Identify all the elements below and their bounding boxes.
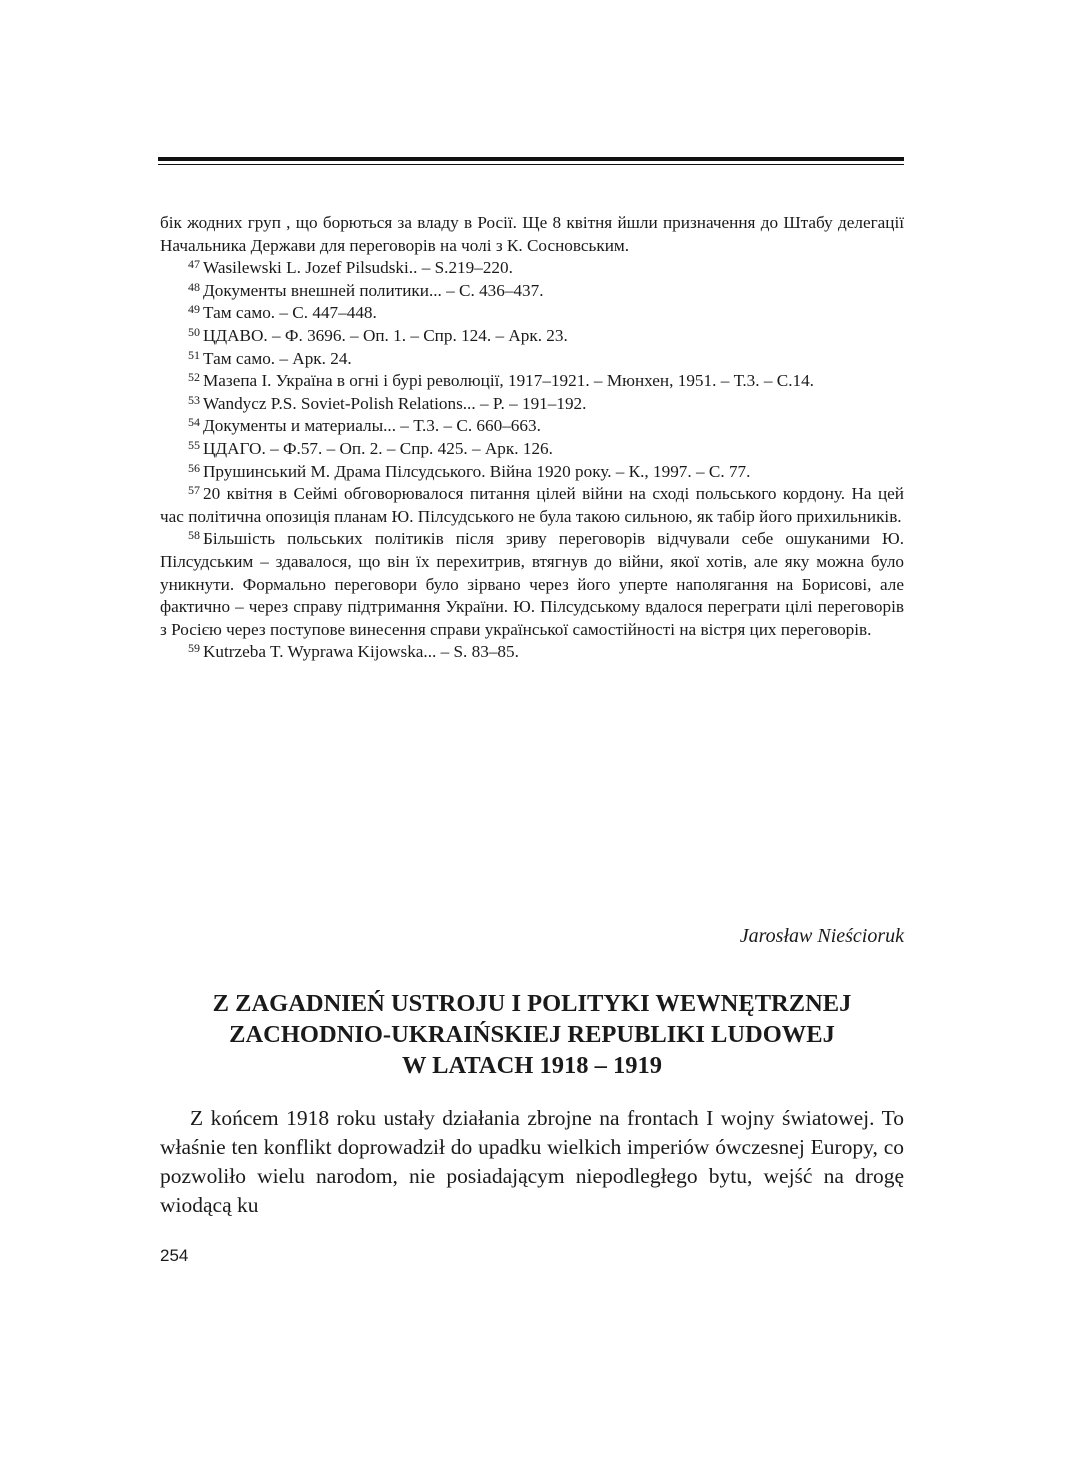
footnote-text: Kutrzeba T. Wyprawa Kijowska... – S. 83–85. xyxy=(203,642,519,662)
footnotes xyxy=(160,212,904,664)
title-line: ZACHODNIO-UKRAIŃSKIEJ REPUBLIKI LUDOWEJ xyxy=(229,1021,835,1048)
footnote-text: Мазепа І. Україна в огні і бурі революції, 1917–1921. – Мюнхен, 1951. – Т.3. – С.14. xyxy=(203,371,814,391)
footnote-item xyxy=(160,302,904,325)
footnote-item xyxy=(160,280,904,303)
footnote-number: 54 xyxy=(188,415,200,430)
article-title xyxy=(160,988,904,1081)
footnote-number: 59 xyxy=(188,641,200,656)
footnote-text: Документы внешней политики... – С. 436–437. xyxy=(203,280,544,300)
footnote-list xyxy=(160,257,904,664)
footnote-number: 53 xyxy=(188,392,200,407)
footnote-number: 51 xyxy=(188,347,200,362)
footnote-number: 55 xyxy=(188,437,200,452)
footnote-number: 57 xyxy=(188,483,200,498)
article-body-paragraph: Z końcem 1918 roku ustały działania zbrojne na frontach I wojny światowej. To właśnie ten konflikt doprowadził do upadku wielkich imperiów ówczesnej Europy, co pozwoliło wielu narodom, nie posiadającym niepodległego bytu, wejść na drogę wiodącą ku xyxy=(160,1106,904,1217)
footnote-item xyxy=(160,483,904,528)
footnote-text: ЦДАВО. – Ф. 3696. – Оп. 1. – Спр. 124. – Арк. 23. xyxy=(203,325,568,345)
footnote-number: 49 xyxy=(188,302,200,317)
footnote-number: 48 xyxy=(188,279,200,294)
footnote-number: 50 xyxy=(188,324,200,339)
footnote-item xyxy=(160,393,904,416)
footnote-item xyxy=(160,348,904,371)
title-line: W LATACH 1918 – 1919 xyxy=(402,1052,662,1079)
footnote-item xyxy=(160,415,904,438)
footnote-text: 20 квітня в Сеймі обговорювалося питання цілей війни на сході польського кордону. На цей час політична опозиція планам Ю. Пілсудського не була такою сильною, як табір його прихильників. xyxy=(160,484,904,526)
article-author: Jarosław Nieścioruk xyxy=(739,925,904,947)
footnote-continuation: бік жодних груп , що борються за владу в Росії. Ще 8 квітня йшли призначення до Штабу делегації Начальника Держави для переговорів на чолі з К. Сосновським. xyxy=(160,213,904,255)
footnote-item xyxy=(160,257,904,280)
header-rule-thick xyxy=(158,157,904,161)
footnote-number: 47 xyxy=(188,257,200,272)
footnote-number: 56 xyxy=(188,460,200,475)
page-number: 254 xyxy=(160,1246,189,1265)
footnote-text: Прушинський М. Драма Пілсудського. Війна 1920 року. – К., 1997. – С. 77. xyxy=(203,461,751,481)
footnote-item xyxy=(160,641,904,664)
footnote-text: Wandycz P.S. Soviet-Polish Relations... – P. – 191–192. xyxy=(203,393,587,413)
footnote-number: 52 xyxy=(188,370,200,385)
title-line: Z ZAGADNIEŃ USTROJU I POLITYKI WEWNĘTRZNEJ xyxy=(212,990,852,1017)
footnote-text: Wasilewski L. Jozef Pilsudski.. – S.219–220. xyxy=(203,258,513,278)
footnote-text: Документы и материалы... – Т.3. – С. 660–663. xyxy=(203,416,541,436)
footnote-text: Там само. – Арк. 24. xyxy=(203,348,352,368)
footnote-text: ЦДАГО. – Ф.57. – Оп. 2. – Спр. 425. – Арк. 126. xyxy=(203,438,553,458)
footnote-item xyxy=(160,370,904,393)
footnote-item xyxy=(160,325,904,348)
footnote-text: Там само. – С. 447–448. xyxy=(203,303,377,323)
header-rule-thin xyxy=(158,164,904,165)
footnote-number: 58 xyxy=(188,528,200,543)
footnote-item xyxy=(160,461,904,484)
footnote-text: Більшість польських політиків після зриву переговорів відчували себе ошуканими Ю. Пілсудським – здавалося, що він їх перехитрив, втягнув до війни, якої хотів, але яку можна було уникнути. Формально переговори було зірвано через його уперте наполягання на Борисові, але фактично – через справу підтримання України. Ю. Пілсудському вдалося переграти цілі переговорів з Росією через поступове винесення справи української самостійності на вістря цих переговорів. xyxy=(160,529,904,639)
footnote-item xyxy=(160,438,904,461)
footnote-item xyxy=(160,528,904,641)
